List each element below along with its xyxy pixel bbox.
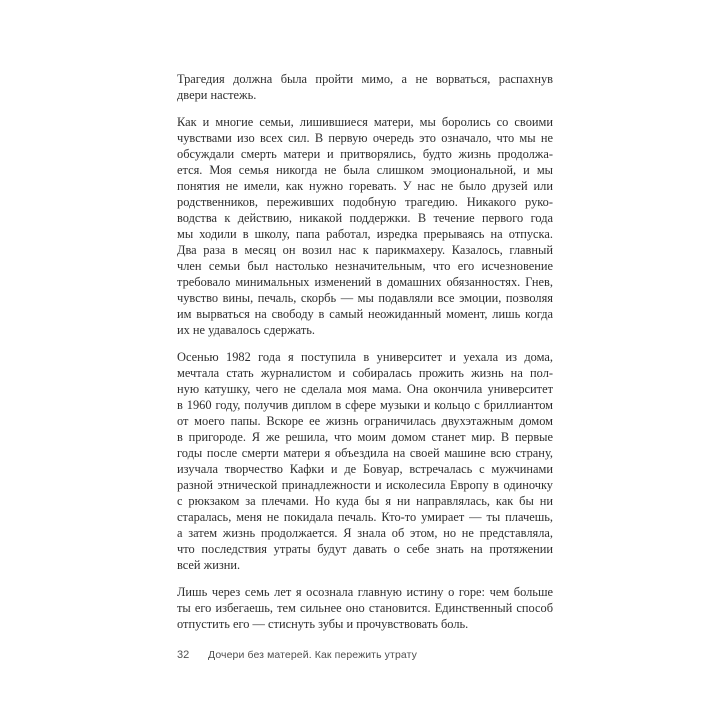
text-line: Два раза в месяц он возил нас к парикмахеру. Казалось, главный: [177, 243, 553, 257]
text-line: водства к действию, никакой поддержки. В течение первого года: [177, 211, 553, 225]
page-number: 32: [177, 649, 190, 661]
text-line: в пригороде. Я же решила, что моим домом станет мир. В первые: [177, 430, 553, 444]
text-line: Как и многие семьи, лишившиеся матери, мы боролись со своими: [177, 115, 553, 129]
text-line: обсуждали смерть матери и притворялись, будто жизнь продолжа-: [177, 147, 553, 161]
text-line: ется. Моя семья никогда не была слишком эмоциональной, и мы: [177, 163, 553, 177]
text-line: Осенью 1982 года я поступила в университет и уехала из дома,: [177, 350, 553, 364]
text-line: Лишь через семь лет я осознала главную истину о горе: чем больше: [177, 585, 553, 599]
text-line: старалась, меня не покидала печаль. Кто-то умирает — ты плачешь,: [177, 510, 553, 524]
text-line: двери настежь.: [177, 88, 257, 102]
text-line: разной этнической принадлежности и исколесила Европу в одиночку: [177, 478, 553, 492]
text-line: понятия не имели, как нужно горевать. У нас не было друзей или: [177, 179, 553, 193]
text-line: от моего папы. Вскоре ее жизнь ограничилась двухэтажным домом: [177, 414, 553, 428]
text-line: им вырваться на свободу в самый неожиданный момент, лишь когда: [177, 307, 553, 321]
text-line: член семьи был настолько незначительным, что его исчезновение: [177, 259, 553, 273]
paragraph: [177, 114, 553, 338]
paragraph: [177, 584, 553, 632]
text-line: чувствами изо всех сил. В первую очередь это означало, что мы не: [177, 131, 553, 145]
page-text-block: [177, 71, 553, 632]
text-line: мечтала стать журналистом и собиралась прожить жизнь на пол-: [177, 366, 553, 380]
text-line: родственников, переживших подобную трагедию. Никакого руко-: [177, 195, 553, 209]
text-line: их не удавалось сдержать.: [177, 323, 316, 337]
text-line: чувство вины, печаль, скорбь — мы подавляли все эмоции, позволяя: [177, 291, 553, 305]
text-line: изучала творчество Кафки и де Бовуар, встречалась с мужчинами: [177, 462, 553, 476]
text-line: а затем жизнь продолжается. Я знала об этом, но не представляла,: [177, 526, 553, 540]
text-line: всей жизни.: [177, 558, 241, 572]
running-title: Дочери без матерей. Как пережить утрату: [208, 649, 417, 661]
text-line: что последствия утраты будут давать о себе знать на протяжении: [177, 542, 553, 556]
text-line: ную катушку, чего не сделала моя мама. Она окончила университет: [177, 382, 553, 396]
text-line: требовало минимальных изменений в домашних обязанностях. Гнев,: [177, 275, 553, 289]
page-footer: [177, 649, 577, 661]
paragraph: [177, 71, 553, 103]
text-line: отпустить его — стиснуть зубы и прочувствовать боль.: [177, 617, 469, 631]
text-line: в 1960 году, получив диплом в сфере музыки и кольцо с бриллиантом: [177, 398, 553, 412]
text-line: ты его избегаешь, тем сильнее оно становится. Единственный способ: [177, 601, 553, 615]
paragraph: [177, 349, 553, 573]
text-line: годы после смерти матери я объездила на своей машине всю страну,: [177, 446, 553, 460]
text-line: Трагедия должна была пройти мимо, а не ворваться, распахнув: [177, 72, 553, 86]
text-line: мы ходили в школу, папа работал, изредка прерываясь на отпуска.: [177, 227, 553, 241]
text-line: с рюкзаком за плечами. Но куда бы я ни направлялась, как бы ни: [177, 494, 553, 508]
